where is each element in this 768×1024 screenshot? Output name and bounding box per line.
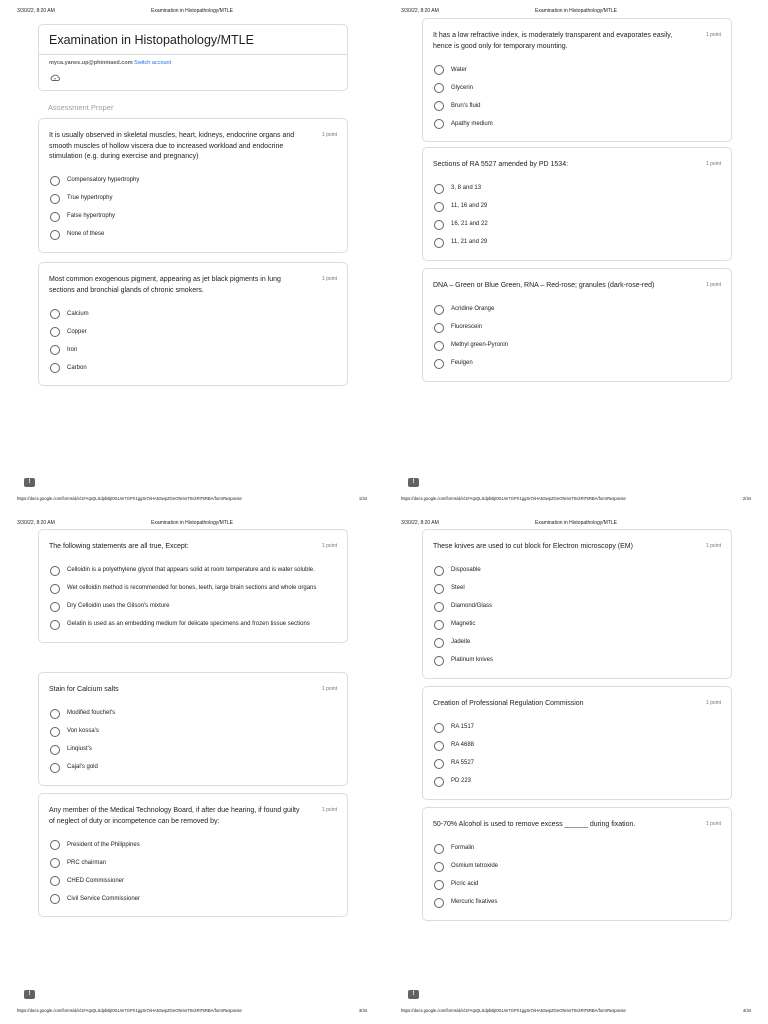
question-points: 1 point xyxy=(321,276,337,282)
radio-button[interactable] xyxy=(434,359,444,369)
answer-option[interactable] xyxy=(49,616,337,634)
option-label: Magnetic xyxy=(451,621,476,628)
question-text: 50-70% Alcohol is used to remove excess ______ during fixation. xyxy=(433,821,636,828)
answer-option[interactable] xyxy=(433,719,721,737)
option-label: CHED Commissioner xyxy=(67,877,125,884)
print-date: 3/30/22, 8:20 AM xyxy=(17,8,55,14)
page-number: 4/34 xyxy=(742,1008,751,1013)
section-title: Assessment Proper xyxy=(48,103,114,112)
question-points: 1 point xyxy=(321,807,337,813)
account-email: myca.yanes.up@phinmaed.com xyxy=(49,60,133,66)
answer-option[interactable] xyxy=(49,872,337,890)
option-label: Copper xyxy=(67,328,87,335)
option-label: Diamond/Glass xyxy=(451,603,493,610)
option-label: True hypertrophy xyxy=(67,195,113,202)
option-label: Compensatory hypertrophy xyxy=(67,177,140,184)
option-label: Steel xyxy=(451,585,465,592)
option-label: Wet celloidin method is recommended for bones, teeth, large brain sections and whole organs xyxy=(67,585,317,592)
question-header xyxy=(433,160,721,171)
answer-option[interactable] xyxy=(49,854,337,872)
answer-option[interactable] xyxy=(49,341,337,359)
radio-button[interactable] xyxy=(50,620,60,630)
question-points: 1 point xyxy=(705,700,721,706)
question-card xyxy=(422,686,732,800)
question-card xyxy=(422,529,732,679)
radio-button[interactable] xyxy=(50,727,60,737)
radio-button[interactable] xyxy=(434,723,444,733)
answer-option[interactable] xyxy=(433,580,721,598)
page-number: 3/34 xyxy=(358,1008,367,1013)
page-header xyxy=(401,520,751,528)
question-header xyxy=(49,275,337,296)
option-label: RA 4688 xyxy=(451,742,475,749)
answer-option[interactable] xyxy=(433,773,721,791)
radio-button[interactable] xyxy=(434,341,444,351)
answer-option[interactable] xyxy=(433,198,721,216)
pdf-page-2 xyxy=(384,0,768,512)
print-title: Examination in Histopathology/MTLE xyxy=(151,8,233,14)
radio-button[interactable] xyxy=(50,194,60,204)
option-label: Methyl green-Pyronin xyxy=(451,342,509,349)
radio-button[interactable] xyxy=(50,566,60,576)
radio-button[interactable] xyxy=(50,709,60,719)
answer-option[interactable] xyxy=(433,355,721,373)
print-title: Examination in Histopathology/MTLE xyxy=(535,8,617,14)
print-title: Examination in Histopathology/MTLE xyxy=(535,520,617,526)
feedback-icon[interactable] xyxy=(24,990,35,999)
question-card xyxy=(422,268,732,382)
radio-button[interactable] xyxy=(434,638,444,648)
answer-option[interactable] xyxy=(49,305,337,323)
answer-option[interactable] xyxy=(433,234,721,252)
radio-button[interactable] xyxy=(434,566,444,576)
radio-button[interactable] xyxy=(434,620,444,630)
form-title-card xyxy=(38,24,348,91)
question-points: 1 point xyxy=(705,821,721,827)
option-label: None of these xyxy=(67,231,105,238)
question-header xyxy=(433,699,721,710)
option-label: President of the Philippines xyxy=(67,841,140,848)
answer-option[interactable] xyxy=(433,634,721,652)
question-card xyxy=(422,147,732,261)
answer-option[interactable] xyxy=(49,598,337,616)
answer-option[interactable] xyxy=(433,337,721,355)
answer-option[interactable] xyxy=(433,598,721,616)
option-label: Mercuric fixatives xyxy=(451,899,498,906)
radio-button[interactable] xyxy=(50,363,60,373)
radio-button[interactable] xyxy=(434,83,444,93)
answer-option[interactable] xyxy=(433,876,721,894)
radio-button[interactable] xyxy=(50,602,60,612)
answer-option[interactable] xyxy=(433,61,721,79)
answer-option[interactable] xyxy=(433,652,721,670)
radio-button[interactable] xyxy=(50,230,60,240)
option-label: Iron xyxy=(67,346,78,353)
question-header xyxy=(433,542,721,553)
radio-button[interactable] xyxy=(50,584,60,594)
answer-option[interactable] xyxy=(433,319,721,337)
question-text: It is usually observed in skeletal muscles, heart, kidneys, endocrine organs and smooth muscles of hollow viscera due to increased workload and endocrine stimulation (e.g. during exercise and pregnancy) xyxy=(49,132,295,160)
question-header xyxy=(433,281,721,292)
page-number: 2/34 xyxy=(742,496,751,501)
option-label: Carbon xyxy=(67,364,87,371)
radio-button[interactable] xyxy=(434,220,444,230)
option-label: Apathy medium xyxy=(451,120,493,127)
radio-button[interactable] xyxy=(434,238,444,248)
page-header xyxy=(17,520,367,528)
feedback-icon[interactable] xyxy=(408,478,419,487)
print-date: 3/30/22, 8:20 AM xyxy=(401,8,439,14)
question-header xyxy=(49,131,337,163)
answer-option[interactable] xyxy=(49,890,337,908)
option-label: PRC chairman xyxy=(67,859,107,866)
question-text: These knives are used to cut block for Electron microscopy (EM) xyxy=(433,543,633,550)
option-label: Celloidin is a polyethylene glycol that appears solid at room temperature and is water soluble. xyxy=(67,567,315,574)
page-footer xyxy=(17,496,367,504)
page-url: https://docs.google.com/forms/d/e/1FAIpQLSdpbBjI0GUm7GPX1ggXrOiHA5SwpZOeONmsT0v2RITsRBA/formResponse xyxy=(401,1008,626,1013)
page-url: https://docs.google.com/forms/d/e/1FAIpQLSdpbBjI0GUm7GPX1ggXrOiHA5SwpZOeONmsT0v2RITsRBA/formResponse xyxy=(401,496,626,501)
answer-option[interactable] xyxy=(49,741,337,759)
answer-option[interactable] xyxy=(433,840,721,858)
answer-option[interactable] xyxy=(49,172,337,190)
question-text: Any member of the Medical Technology Board, if after due hearing, if found guilty of neglect of duty or incompetence can be removed by: xyxy=(49,807,300,825)
answer-option[interactable] xyxy=(433,562,721,580)
option-label: 11, 16 and 29 xyxy=(451,203,488,210)
answer-option[interactable] xyxy=(49,359,337,377)
page-header xyxy=(401,8,751,16)
page-footer xyxy=(17,1008,367,1016)
question-card xyxy=(38,672,348,786)
option-label: Picric acid xyxy=(451,881,479,888)
option-label: Jadeite xyxy=(451,639,471,646)
option-label: Fluorescein xyxy=(451,324,483,331)
radio-button[interactable] xyxy=(434,119,444,129)
option-label: Von kossa's xyxy=(67,728,99,735)
question-text: Stain for Calcium salts xyxy=(49,686,119,693)
option-label: Modified fouchet's xyxy=(67,710,116,717)
answer-option[interactable] xyxy=(433,858,721,876)
option-label: Glycerin xyxy=(451,84,474,91)
radio-button[interactable] xyxy=(434,656,444,666)
question-points: 1 point xyxy=(705,32,721,38)
radio-button[interactable] xyxy=(434,862,444,872)
option-label: Platinum knives xyxy=(451,657,494,664)
radio-button[interactable] xyxy=(434,584,444,594)
option-label: 3, 8 and 13 xyxy=(451,185,482,192)
question-header xyxy=(433,820,721,831)
radio-button[interactable] xyxy=(434,898,444,908)
radio-button[interactable] xyxy=(434,184,444,194)
feedback-icon[interactable] xyxy=(408,990,419,999)
answer-option[interactable] xyxy=(433,180,721,198)
answer-option[interactable] xyxy=(49,190,337,208)
page-footer xyxy=(401,496,751,504)
question-card xyxy=(422,807,732,921)
option-label: PD 223 xyxy=(451,778,472,785)
answer-option[interactable] xyxy=(433,301,721,319)
question-text: DNA – Green or Blue Green, RNA – Red-rose; granules (dark-rose-red) xyxy=(433,282,655,289)
pdf-page-4 xyxy=(384,512,768,1024)
radio-button[interactable] xyxy=(50,212,60,222)
radio-button[interactable] xyxy=(50,840,60,850)
radio-button[interactable] xyxy=(434,65,444,75)
option-label: Formalin xyxy=(451,845,475,852)
radio-button[interactable] xyxy=(434,101,444,111)
question-points: 1 point xyxy=(705,543,721,549)
answer-option[interactable] xyxy=(433,616,721,634)
answer-option[interactable] xyxy=(433,115,721,133)
question-text: It has a low refractive index, is moderately transparent and evaporates easily, hence is good only for temporary mounting. xyxy=(433,32,673,50)
pdf-page-3 xyxy=(0,512,384,1024)
answer-option[interactable] xyxy=(49,562,337,580)
question-card xyxy=(38,793,348,917)
radio-button[interactable] xyxy=(50,345,60,355)
question-card xyxy=(422,18,732,142)
option-label: Civil Service Commissioner xyxy=(67,895,141,902)
form-title: Examination in Histopathology/MTLE xyxy=(49,33,254,47)
answer-option[interactable] xyxy=(49,759,337,777)
radio-button[interactable] xyxy=(434,602,444,612)
answer-option[interactable] xyxy=(433,755,721,773)
radio-button[interactable] xyxy=(50,745,60,755)
option-label: Osmium tetroxide xyxy=(451,863,499,870)
question-header xyxy=(49,806,337,827)
question-text: Most common exogenous pigment, appearing as jet black pigments in lung sections and bronchial glands of chronic smokers. xyxy=(49,276,281,294)
page-url: https://docs.google.com/forms/d/e/1FAIpQLSdpbBjI0GUm7GPX1ggXrOiHA5SwpZOeONmsT0v2RITsRBA/formResponse xyxy=(17,1008,242,1013)
print-date: 3/30/22, 8:20 AM xyxy=(17,520,55,526)
account-line xyxy=(49,60,171,66)
radio-button[interactable] xyxy=(50,858,60,868)
option-label: Water xyxy=(451,66,467,73)
divider xyxy=(39,54,347,55)
page-number: 1/34 xyxy=(358,496,367,501)
radio-button[interactable] xyxy=(434,844,444,854)
question-text: Sections of RA 5527 amended by PD 1534: xyxy=(433,161,569,168)
answer-option[interactable] xyxy=(433,97,721,115)
radio-button[interactable] xyxy=(50,876,60,886)
question-card xyxy=(38,118,348,253)
switch-account-link[interactable]: Switch account xyxy=(134,60,172,66)
radio-button[interactable] xyxy=(50,309,60,319)
option-label: Acridine Orange xyxy=(451,306,495,313)
option-label: Linqiust's xyxy=(67,746,92,753)
question-points: 1 point xyxy=(705,282,721,288)
question-card xyxy=(38,262,348,386)
radio-button[interactable] xyxy=(434,741,444,751)
question-points: 1 point xyxy=(321,132,337,138)
answer-option[interactable] xyxy=(49,226,337,244)
answer-option[interactable] xyxy=(49,705,337,723)
radio-button[interactable] xyxy=(50,763,60,773)
cloud-off-icon xyxy=(50,74,60,82)
option-label: RA 5527 xyxy=(451,760,475,767)
answer-option[interactable] xyxy=(49,323,337,341)
option-label: Disposable xyxy=(451,567,481,574)
option-label: Calcium xyxy=(67,310,89,317)
question-header xyxy=(433,31,721,52)
option-label: 16, 21 and 22 xyxy=(451,221,488,228)
question-points: 1 point xyxy=(321,686,337,692)
radio-button[interactable] xyxy=(50,176,60,186)
radio-button[interactable] xyxy=(434,305,444,315)
radio-button[interactable] xyxy=(434,759,444,769)
answer-option[interactable] xyxy=(49,836,337,854)
print-title: Examination in Histopathology/MTLE xyxy=(151,520,233,526)
option-label: Brun's fluid xyxy=(451,102,481,109)
option-label: Dry Celloidin uses the Gilson's mixture xyxy=(67,603,170,610)
option-label: 11, 21 and 29 xyxy=(451,239,488,246)
option-label: Cajal's gold xyxy=(67,764,98,771)
question-text: The following statements are all true, Except: xyxy=(49,543,189,550)
question-points: 1 point xyxy=(321,543,337,549)
page-header xyxy=(17,8,367,16)
radio-button[interactable] xyxy=(434,323,444,333)
radio-button[interactable] xyxy=(50,327,60,337)
print-date: 3/30/22, 8:20 AM xyxy=(401,520,439,526)
page-url: https://docs.google.com/forms/d/e/1FAIpQLSdpbBjI0GUm7GPX1ggXrOiHA5SwpZOeONmsT0v2RITsRBA/formResponse xyxy=(17,496,242,501)
feedback-icon[interactable] xyxy=(24,478,35,487)
answer-option[interactable] xyxy=(433,216,721,234)
pdf-page-1 xyxy=(0,0,384,512)
option-label: RA 1517 xyxy=(451,724,475,731)
option-label: Feulgen xyxy=(451,360,473,367)
answer-option[interactable] xyxy=(49,580,337,598)
question-points: 1 point xyxy=(705,161,721,167)
answer-option[interactable] xyxy=(433,894,721,912)
option-label: False hypertrophy xyxy=(67,213,116,220)
radio-button[interactable] xyxy=(434,880,444,890)
answer-option[interactable] xyxy=(433,737,721,755)
question-card xyxy=(38,529,348,643)
radio-button[interactable] xyxy=(434,202,444,212)
answer-option[interactable] xyxy=(433,79,721,97)
answer-option[interactable] xyxy=(49,208,337,226)
answer-option[interactable] xyxy=(49,723,337,741)
question-text: Creation of Professional Regulation Commission xyxy=(433,700,584,707)
page-footer xyxy=(401,1008,751,1016)
question-header xyxy=(49,542,337,553)
option-label: Gelatin is used as an embedding medium for delicate specimens and frozen tissue sections xyxy=(67,621,310,628)
radio-button[interactable] xyxy=(434,777,444,787)
question-header xyxy=(49,685,337,696)
radio-button[interactable] xyxy=(50,894,60,904)
